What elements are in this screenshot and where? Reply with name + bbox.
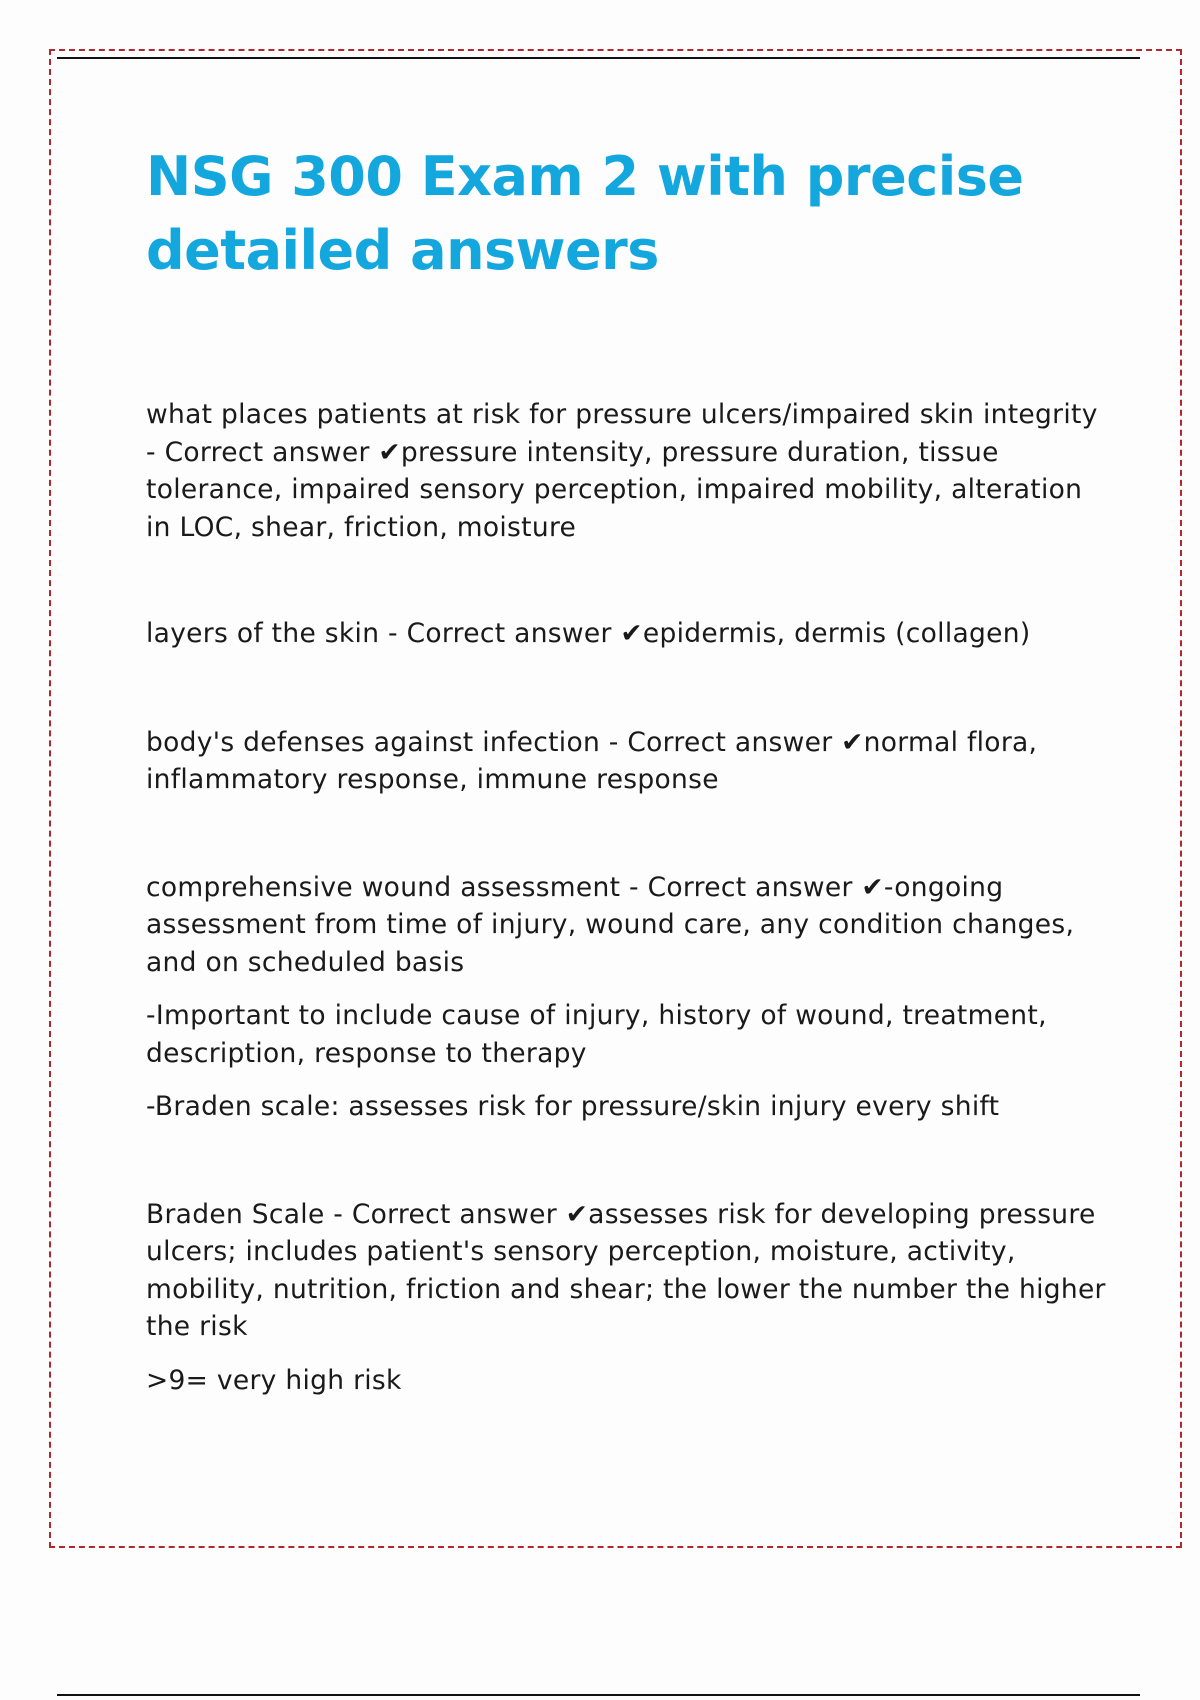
document-title: NSG 300 Exam 2 with precise detailed answers <box>146 145 1024 282</box>
qa-note: -Braden scale: assesses risk for pressure/skin injury every shift <box>146 1091 1000 1122</box>
qa-text: body's defenses against infection - Correct answer ✔normal flora, inflammatory response, immune response <box>146 726 1038 795</box>
qa-entry <box>146 615 1106 653</box>
qa-entry <box>146 1196 1106 1400</box>
qa-entry <box>146 724 1106 799</box>
qa-entry <box>146 869 1106 1126</box>
qa-text: comprehensive wound assessment - Correct answer ✔-ongoing assessment from time of injury, wound care, any condition changes, and on scheduled basis <box>146 871 1075 978</box>
document-body <box>146 140 1106 1399</box>
bottom-rule <box>57 1694 1140 1696</box>
qa-note: -Important to include cause of injury, history of wound, treatment, description, response to therapy <box>146 1000 1047 1069</box>
qa-text: layers of the skin - Correct answer ✔epidermis, dermis (collagen) <box>146 618 1031 649</box>
top-rule <box>57 57 1140 59</box>
qa-note: >9= very high risk <box>146 1364 402 1396</box>
qa-text: what places patients at risk for pressure ulcers/impaired skin integrity - Correct answer ✔pressure intensity, pressure duration, tissue tolerance, impaired sensory perception, impaired mobility, alteration in LOC, shear, friction, moisture <box>146 399 1098 543</box>
qa-text: Braden Scale - Correct answer ✔assesses risk for developing pressure ulcers; includes patient's sensory perception, moisture, activity, mobility, nutrition, friction and shear; the lower the number the higher the risk <box>146 1198 1106 1342</box>
qa-entry <box>146 396 1106 546</box>
